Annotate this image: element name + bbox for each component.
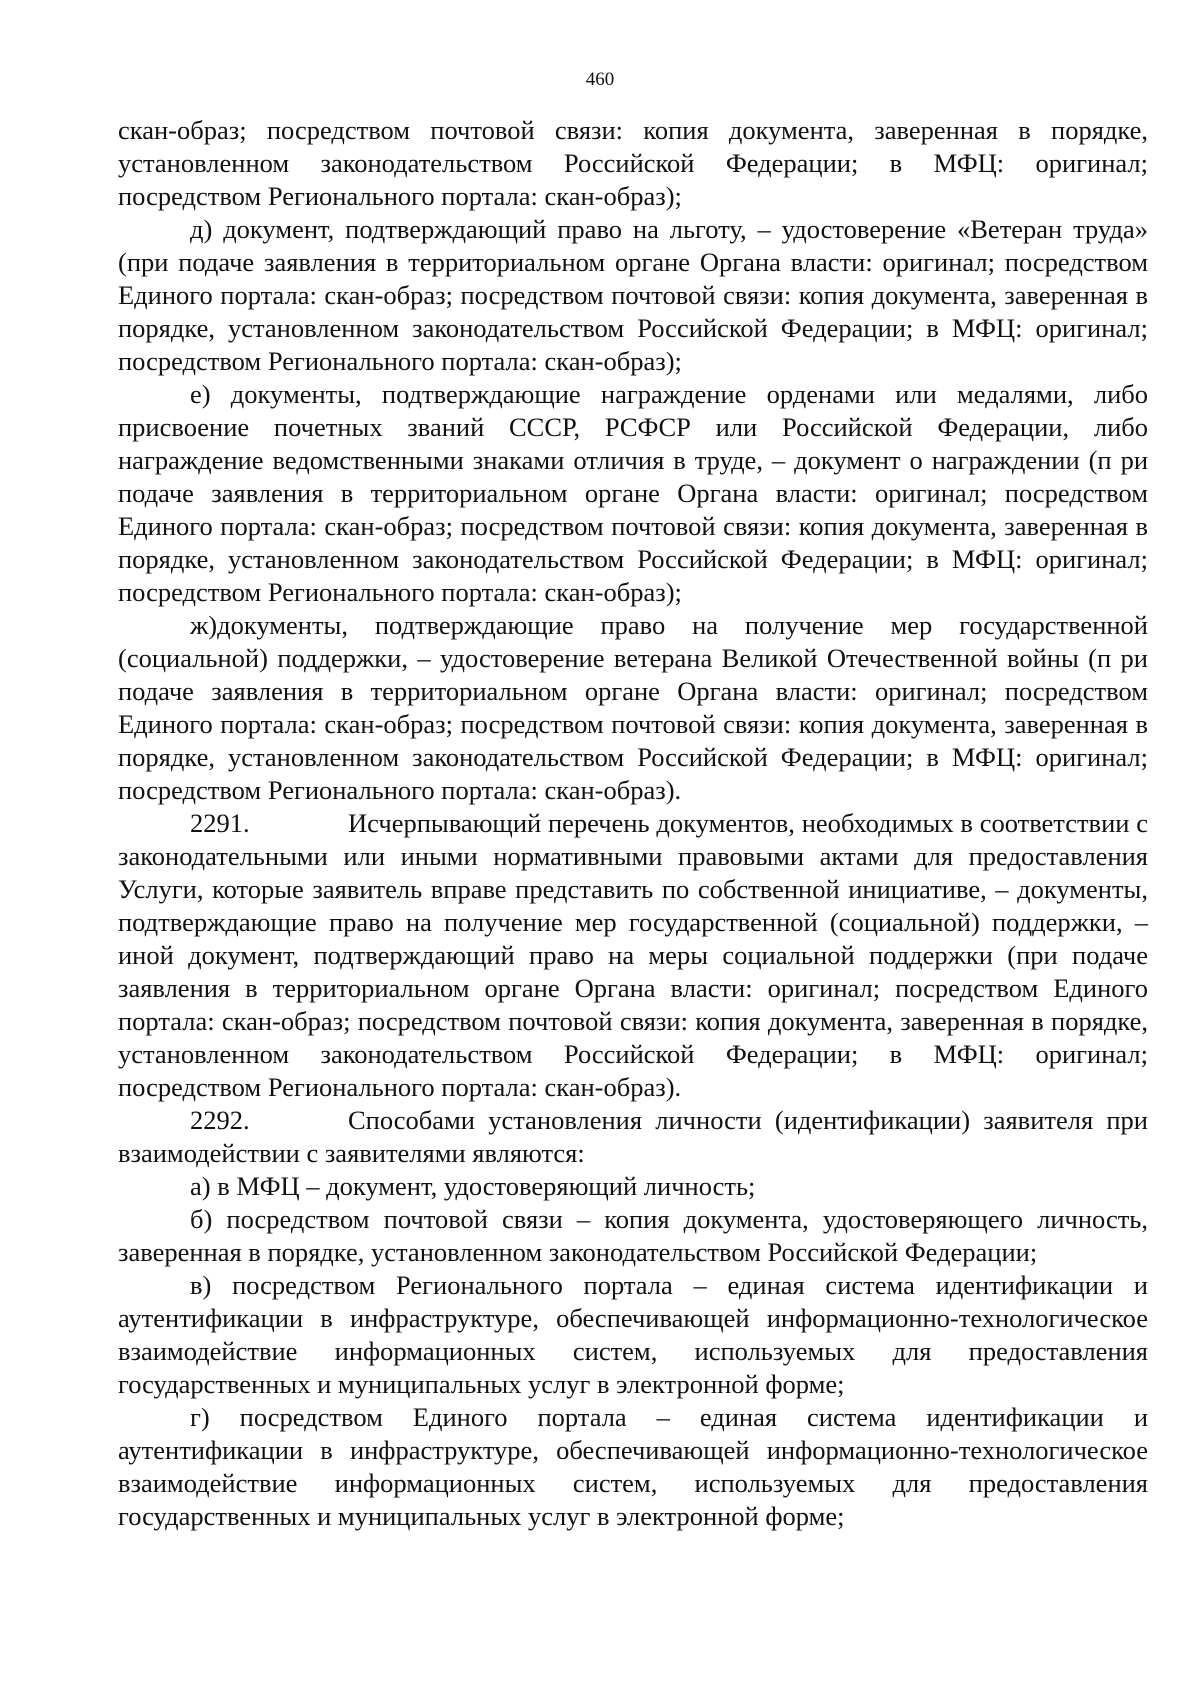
paragraph-text-2291: Исчерпывающий перечень документов, необходимых в соответствии с законодательными или иными нормативными правовыми актами для предоставления Услуги, которые заявитель вправе представить по собственной инициативе, – документы, подтверждающие право на получение мер государственной (социальной) поддержки, – иной документ, подтверждающий право на меры социальной поддержки (при подаче заявления в территориальном органе Органа власти: оригинал; посредством Единого портала: скан-образ; посредством почтовой связи: копия документа, заверенная в порядке, установленном законодательством Российской Федерации; в МФЦ: оригинал; посредством Регионального портала: скан-образ). [118, 808, 1148, 1102]
paragraph-item-zh: ж)документы, подтверждающие право на получение мер государственной (социальной) поддержки, – удостоверение ветерана Великой Отечественной войны (п ри подаче заявления в территориальном органе Органа власти: оригинал; посредством Единого портала: скан-образ; посредством почтовой связи: копия документа, заверенная в порядке, установленном законодательством Российской Федерации; в МФЦ: оригинал; посредством Регионального портала: скан-образ). [118, 610, 1148, 805]
document-body [118, 114, 1148, 1533]
paragraph-continuation: скан-образ; посредством почтовой связи: копия документа, заверенная в порядке, установленном законодательством Российской Федерации; в МФЦ: оригинал; посредством Регионального портала: скан-образ); [118, 115, 1148, 211]
paragraph-item-d: д) документ, подтверждающий право на льготу, – удостоверение «Ветеран труда» (при подаче заявления в территориальном органе Органа власти: оригинал; посредством Единого портала: скан-образ; посредством почтовой связи: копия документа, заверенная в порядке, установленном законодательством Российской Федерации; в МФЦ: оригинал; посредством Регионального портала: скан-образ); [118, 214, 1148, 376]
paragraph-number-2292: 2292. [190, 1105, 250, 1135]
page-number: 460 [585, 69, 615, 90]
paragraph-number-2291: 2291. [190, 808, 250, 838]
paragraph-2291 [118, 807, 1148, 1104]
paragraph-item-e: е) документы, подтверждающие награждение орденами или медалями, либо присвоение почетных званий СССР, РСФСР или Российской Федерации, либо награждение ведомственными знаками отличия в труде, – документ о награждении (п ри подаче заявления в территориальном органе Органа власти: оригинал; посредством Единого портала: скан-образ; посредством почтовой связи: копия документа, заверенная в порядке, установленном законодательством Российской Федерации; в МФЦ: оригинал; посредством Регионального портала: скан-образ); [118, 379, 1148, 607]
paragraph-item-b: б) посредством почтовой связи – копия документа, удостоверяющего личность, заверенная в порядке, установленном законодательством Российской Федерации; [118, 1204, 1148, 1267]
paragraph-item-a: а) в МФЦ – документ, удостоверяющий личность; [190, 1171, 756, 1201]
paragraph-item-v: в) посредством Регионального портала – единая система идентификации и аутентификации в инфраструктуре, обеспечивающей информационно-технологическое взаимодействие информационных систем, используемых для предоставления государственных и муниципальных услуг в электронной форме; [118, 1270, 1148, 1399]
paragraph-2292 [118, 1104, 1148, 1170]
paragraph-item-g: г) посредством Единого портала – единая система идентификации и аутентификации в инфраструктуре, обеспечивающей информационно-технологическое взаимодействие информационных систем, используемых для предоставления государственных и муниципальных услуг в электронной форме; [118, 1402, 1148, 1531]
paragraph-text-2292: Способами установления личности (идентификации) заявителя при взаимодействии с заявителями являются: [118, 1105, 1148, 1168]
